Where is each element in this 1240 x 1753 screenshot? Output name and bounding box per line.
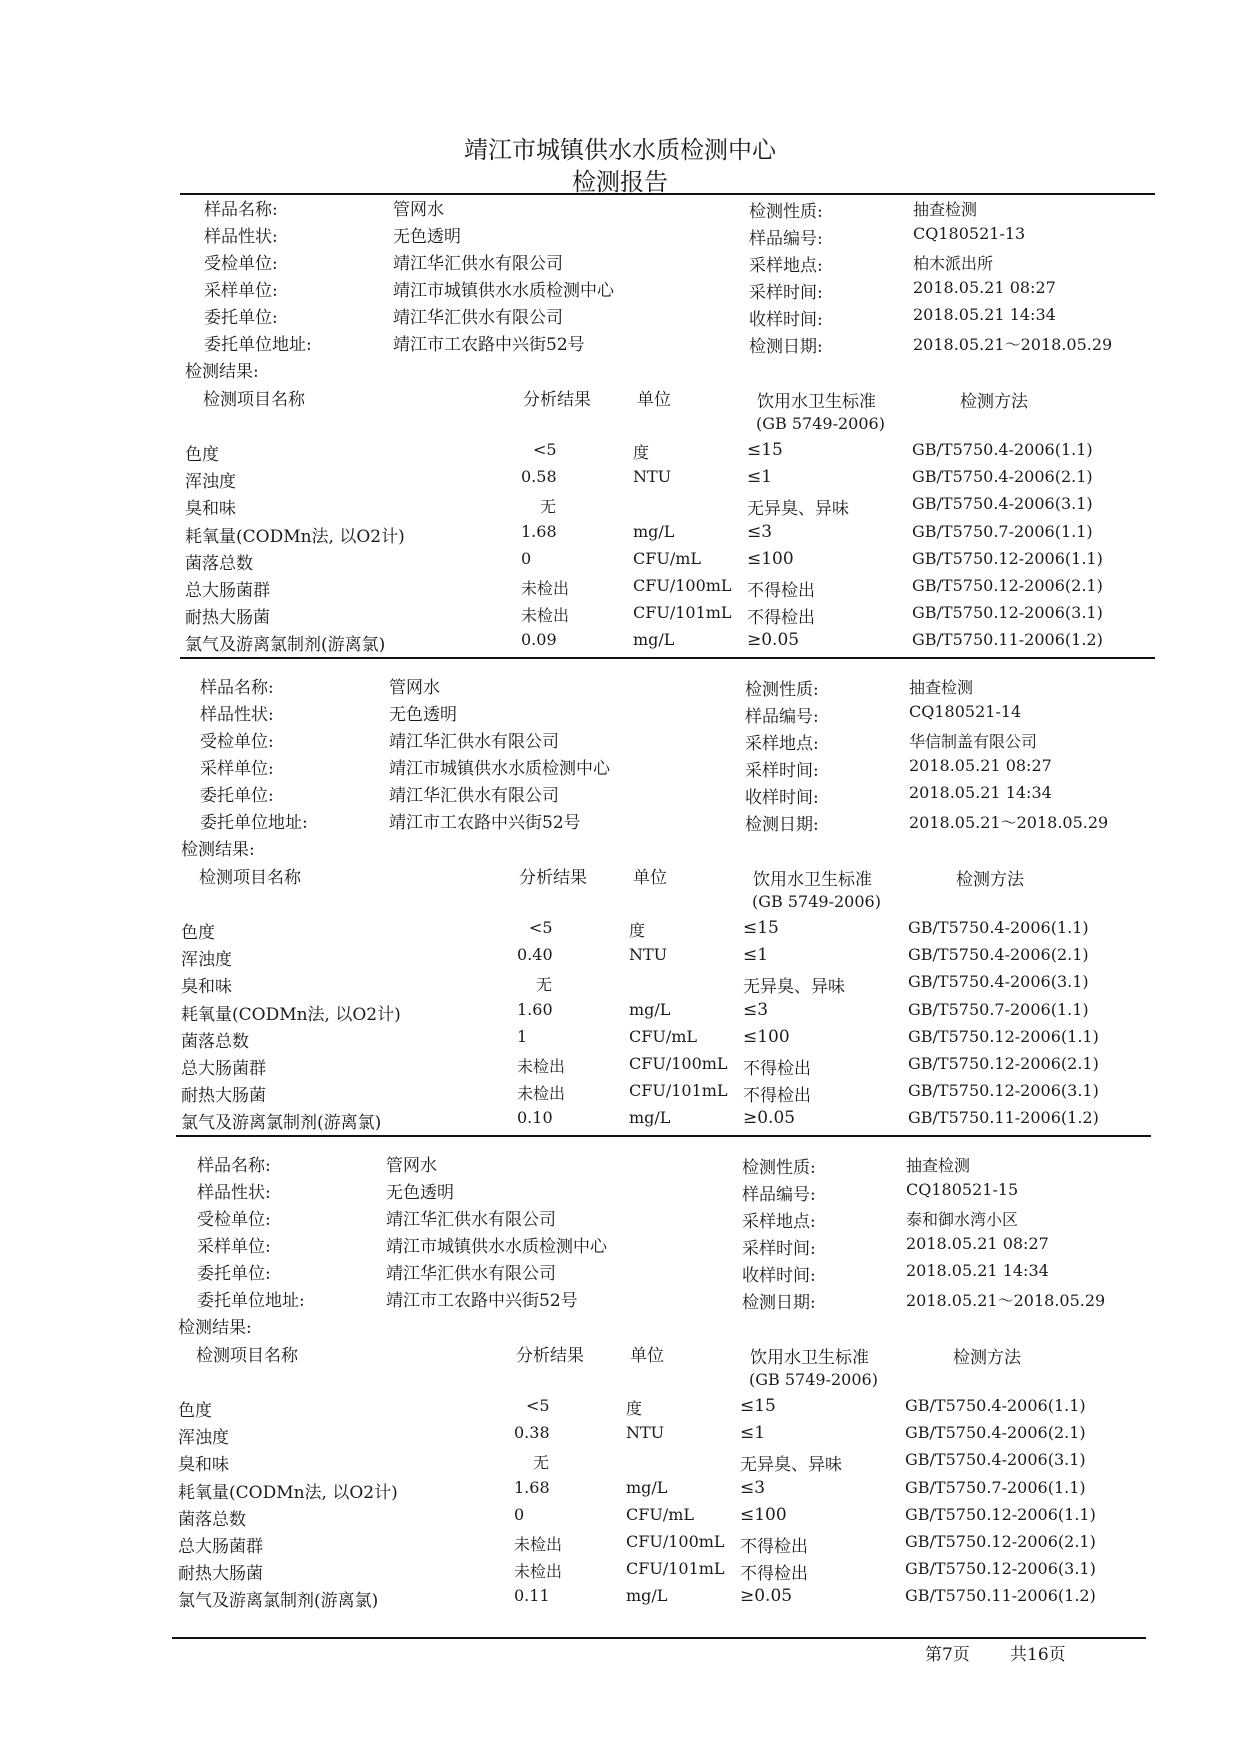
field-value-sampling-time: 2018.05.21 08:27 bbox=[909, 756, 1052, 775]
row-method: GB/T5750.11-2006(1.2) bbox=[912, 630, 1103, 650]
row-result: <5 bbox=[529, 918, 553, 937]
field-label-sample-no: 样品编号: bbox=[742, 1185, 816, 1205]
col-item-header: 检测项目名称 bbox=[199, 868, 301, 888]
row-result: 1 bbox=[517, 1026, 528, 1046]
row-standard: 无异臭、异味 bbox=[743, 977, 845, 998]
field-value-test-date: 2018.05.21～2018.05.29 bbox=[906, 1291, 1106, 1310]
field-label-sample-name: 样品名称: bbox=[197, 1156, 271, 1176]
row-result: 1.60 bbox=[517, 999, 553, 1019]
row-method: GB/T5750.4-2006(1.1) bbox=[908, 918, 1089, 937]
row-standard: 不得检出 bbox=[740, 1564, 808, 1585]
col-standard-code: (GB 5749-2006) bbox=[749, 1370, 878, 1389]
results-label: 检测结果: bbox=[181, 840, 255, 860]
row-standard: ≥0.05 bbox=[747, 630, 800, 651]
field-label-sampling-unit: 采样单位: bbox=[197, 1237, 271, 1257]
col-standard-code: (GB 5749-2006) bbox=[756, 414, 885, 433]
field-label-test-date: 检测日期: bbox=[742, 1293, 816, 1313]
bottom-rule bbox=[172, 1637, 1146, 1639]
field-label-sampling-site: 采样地点: bbox=[749, 256, 823, 276]
row-result: <5 bbox=[526, 1396, 550, 1415]
row-result: 0.11 bbox=[514, 1586, 550, 1606]
row-method: GB/T5750.12-2006(1.1) bbox=[908, 1026, 1099, 1046]
row-item: 浑浊度 bbox=[181, 950, 232, 971]
row-standard: ≤15 bbox=[747, 440, 783, 460]
field-value-client-address: 靖江市工农路中兴街52号 bbox=[393, 335, 585, 355]
row-item: 氯气及游离氯制剂(游离氯) bbox=[185, 635, 386, 656]
field-value-sample-name: 管网水 bbox=[386, 1156, 437, 1176]
row-unit: 度 bbox=[629, 921, 646, 940]
row-item: 菌落总数 bbox=[185, 553, 253, 574]
row-result: 0.58 bbox=[521, 467, 557, 487]
field-value-client-unit: 靖江华汇供水有限公司 bbox=[389, 786, 559, 806]
field-label-sample-no: 样品编号: bbox=[745, 707, 819, 727]
row-result: <5 bbox=[533, 440, 557, 459]
field-value-sample-no: CQ180521-14 bbox=[909, 702, 1022, 721]
report-title: 检测报告 bbox=[572, 168, 668, 196]
row-unit: mg/L bbox=[633, 521, 675, 541]
field-label-test-type: 检测性质: bbox=[742, 1158, 816, 1178]
row-item: 臭和味 bbox=[178, 1455, 229, 1476]
row-method: GB/T5750.12-2006(2.1) bbox=[905, 1532, 1096, 1551]
row-method: GB/T5750.7-2006(1.1) bbox=[905, 1477, 1086, 1497]
row-unit: CFU/mL bbox=[633, 548, 702, 568]
row-item: 菌落总数 bbox=[178, 1509, 246, 1530]
field-label-sampling-unit: 采样单位: bbox=[200, 759, 274, 779]
col-result-header: 分析结果 bbox=[516, 1346, 584, 1366]
field-value-test-date: 2018.05.21～2018.05.29 bbox=[909, 813, 1109, 832]
row-unit: mg/L bbox=[629, 1108, 671, 1128]
field-label-receive-time: 收样时间: bbox=[742, 1266, 816, 1286]
row-standard: ≤1 bbox=[740, 1423, 766, 1444]
page-number: 第7页 bbox=[925, 1645, 970, 1665]
field-label-sample-no: 样品编号: bbox=[749, 229, 823, 249]
field-label-sample-name: 样品名称: bbox=[204, 200, 278, 220]
row-standard: 不得检出 bbox=[747, 581, 815, 601]
row-standard: ≤1 bbox=[747, 467, 773, 488]
field-value-test-date: 2018.05.21～2018.05.29 bbox=[913, 335, 1113, 354]
field-value-sampling-time: 2018.05.21 08:27 bbox=[906, 1234, 1049, 1253]
row-unit: CFU/101mL bbox=[626, 1559, 725, 1579]
row-item: 氯气及游离氯制剂(游离氯) bbox=[178, 1591, 379, 1612]
field-label-inspected-unit: 受检单位: bbox=[197, 1210, 271, 1230]
row-method: GB/T5750.7-2006(1.1) bbox=[908, 999, 1089, 1019]
row-item: 总大肠菌群 bbox=[181, 1059, 266, 1079]
row-result: 未检出 bbox=[514, 1535, 563, 1554]
field-value-receive-time: 2018.05.21 14:34 bbox=[913, 305, 1056, 324]
row-standard: ≤3 bbox=[743, 999, 769, 1020]
field-value-inspected-unit: 靖江华汇供水有限公司 bbox=[389, 732, 559, 752]
field-label-sample-nature: 样品性状: bbox=[197, 1183, 271, 1203]
field-label-client-address: 委托单位地址: bbox=[200, 813, 308, 833]
row-method: GB/T5750.12-2006(3.1) bbox=[905, 1559, 1096, 1579]
field-value-test-type: 抽查检测 bbox=[906, 1156, 971, 1175]
row-standard: ≤100 bbox=[740, 1504, 787, 1525]
row-method: GB/T5750.12-2006(1.1) bbox=[905, 1504, 1096, 1524]
row-unit: CFU/101mL bbox=[633, 603, 732, 623]
row-result: 未检出 bbox=[517, 1057, 566, 1076]
field-label-sampling-time: 采样时间: bbox=[742, 1239, 816, 1259]
row-item: 臭和味 bbox=[181, 977, 232, 998]
field-value-sample-no: CQ180521-15 bbox=[906, 1180, 1019, 1199]
row-result: 未检出 bbox=[517, 1084, 566, 1104]
col-item-header: 检测项目名称 bbox=[203, 390, 305, 410]
row-method: GB/T5750.12-2006(3.1) bbox=[908, 1081, 1099, 1101]
col-standard-code: (GB 5749-2006) bbox=[752, 892, 881, 911]
field-label-client-address: 委托单位地址: bbox=[197, 1291, 305, 1311]
field-value-test-type: 抽查检测 bbox=[909, 678, 974, 697]
field-value-sampling-unit: 靖江市城镇供水水质检测中心 bbox=[393, 281, 614, 301]
col-unit-header: 单位 bbox=[633, 868, 667, 888]
field-value-sampling-unit: 靖江市城镇供水水质检测中心 bbox=[389, 759, 610, 779]
row-result: 1.68 bbox=[514, 1477, 550, 1497]
row-unit: NTU bbox=[629, 945, 668, 965]
field-label-sampling-time: 采样时间: bbox=[745, 761, 819, 781]
row-result: 1.68 bbox=[521, 521, 557, 541]
row-item: 浑浊度 bbox=[178, 1428, 229, 1449]
row-item: 耐热大肠菌 bbox=[181, 1086, 266, 1107]
field-value-client-unit: 靖江华汇供水有限公司 bbox=[386, 1264, 556, 1284]
field-value-sample-nature: 无色透明 bbox=[389, 705, 457, 725]
field-value-sampling-site: 泰和御水湾小区 bbox=[906, 1210, 1019, 1229]
row-method: GB/T5750.4-2006(1.1) bbox=[905, 1396, 1086, 1415]
page-total: 共16页 bbox=[1010, 1645, 1066, 1665]
field-value-client-address: 靖江市工农路中兴街52号 bbox=[389, 813, 581, 833]
row-item: 耐热大肠菌 bbox=[178, 1564, 263, 1585]
row-result: 0 bbox=[521, 548, 532, 568]
row-standard: ≤1 bbox=[743, 945, 769, 966]
row-result: 0.40 bbox=[517, 945, 553, 965]
col-standard-header: 饮用水卫生标准 bbox=[750, 1348, 869, 1368]
row-result: 无 bbox=[540, 497, 557, 517]
field-label-sample-name: 样品名称: bbox=[200, 678, 274, 698]
field-value-sampling-site: 柏木派出所 bbox=[913, 254, 994, 273]
row-method: GB/T5750.11-2006(1.2) bbox=[908, 1108, 1099, 1128]
row-item: 菌落总数 bbox=[181, 1031, 249, 1052]
row-item: 氯气及游离氯制剂(游离氯) bbox=[181, 1113, 382, 1134]
field-label-receive-time: 收样时间: bbox=[745, 788, 819, 808]
row-result: 0 bbox=[514, 1504, 525, 1524]
col-standard-header: 饮用水卫生标准 bbox=[757, 392, 876, 412]
row-standard: 不得检出 bbox=[747, 608, 815, 629]
field-value-receive-time: 2018.05.21 14:34 bbox=[906, 1261, 1049, 1280]
row-standard: ≥0.05 bbox=[743, 1108, 796, 1129]
field-value-client-address: 靖江市工农路中兴街52号 bbox=[386, 1291, 578, 1311]
row-item: 耗氧量(CODMn法, 以O2计) bbox=[185, 526, 405, 547]
row-unit: CFU/100mL bbox=[633, 576, 732, 595]
col-standard-header: 饮用水卫生标准 bbox=[753, 870, 872, 890]
row-unit: mg/L bbox=[626, 1586, 668, 1606]
row-result: 未检出 bbox=[514, 1562, 563, 1582]
col-result-header: 分析结果 bbox=[523, 390, 591, 410]
row-method: GB/T5750.4-2006(1.1) bbox=[912, 440, 1093, 459]
row-standard: ≥0.05 bbox=[740, 1586, 793, 1607]
row-unit: CFU/101mL bbox=[629, 1081, 728, 1101]
row-unit: 度 bbox=[633, 443, 650, 462]
row-unit: mg/L bbox=[626, 1477, 668, 1497]
field-label-test-type: 检测性质: bbox=[745, 680, 819, 700]
field-label-test-type: 检测性质: bbox=[749, 202, 823, 222]
row-item: 耗氧量(CODMn法, 以O2计) bbox=[181, 1004, 401, 1025]
row-standard: 不得检出 bbox=[743, 1059, 811, 1079]
row-item: 总大肠菌群 bbox=[178, 1537, 263, 1557]
row-unit: CFU/100mL bbox=[629, 1054, 728, 1073]
field-label-inspected-unit: 受检单位: bbox=[200, 732, 274, 752]
row-method: GB/T5750.11-2006(1.2) bbox=[905, 1586, 1096, 1606]
row-standard: ≤3 bbox=[747, 521, 773, 542]
row-unit: CFU/100mL bbox=[626, 1532, 725, 1551]
row-method: GB/T5750.12-2006(2.1) bbox=[908, 1054, 1099, 1073]
col-method-header: 检测方法 bbox=[960, 392, 1028, 412]
field-value-sampling-unit: 靖江市城镇供水水质检测中心 bbox=[386, 1237, 607, 1257]
row-unit: NTU bbox=[626, 1423, 665, 1443]
field-value-sample-nature: 无色透明 bbox=[393, 227, 461, 247]
row-method: GB/T5750.4-2006(3.1) bbox=[912, 494, 1093, 514]
row-item: 色度 bbox=[185, 445, 219, 465]
field-value-sample-nature: 无色透明 bbox=[386, 1183, 454, 1203]
field-value-sampling-time: 2018.05.21 08:27 bbox=[913, 278, 1056, 297]
row-standard: ≤100 bbox=[743, 1026, 790, 1047]
row-result: 0.09 bbox=[521, 630, 557, 650]
row-unit: 度 bbox=[626, 1399, 643, 1418]
field-label-client-unit: 委托单位: bbox=[197, 1264, 271, 1284]
row-result: 0.10 bbox=[517, 1108, 553, 1128]
results-label: 检测结果: bbox=[178, 1318, 252, 1338]
row-method: GB/T5750.12-2006(3.1) bbox=[912, 603, 1103, 623]
field-value-inspected-unit: 靖江华汇供水有限公司 bbox=[393, 254, 563, 274]
col-unit-header: 单位 bbox=[630, 1346, 664, 1366]
row-item: 色度 bbox=[178, 1401, 212, 1421]
row-method: GB/T5750.4-2006(2.1) bbox=[905, 1423, 1086, 1443]
field-label-test-date: 检测日期: bbox=[749, 337, 823, 357]
row-standard: ≤100 bbox=[747, 548, 794, 569]
row-item: 色度 bbox=[181, 923, 215, 943]
field-label-client-unit: 委托单位: bbox=[204, 308, 278, 328]
col-unit-header: 单位 bbox=[637, 390, 671, 410]
row-unit: NTU bbox=[633, 467, 672, 487]
row-item: 臭和味 bbox=[185, 499, 236, 520]
row-standard: ≤15 bbox=[740, 1396, 776, 1416]
row-result: 0.38 bbox=[514, 1423, 550, 1443]
row-unit: mg/L bbox=[629, 999, 671, 1019]
row-item: 浑浊度 bbox=[185, 472, 236, 493]
field-label-sampling-unit: 采样单位: bbox=[204, 281, 278, 301]
col-method-header: 检测方法 bbox=[953, 1348, 1021, 1368]
col-item-header: 检测项目名称 bbox=[196, 1346, 298, 1366]
field-label-receive-time: 收样时间: bbox=[749, 310, 823, 330]
row-method: GB/T5750.4-2006(2.1) bbox=[912, 467, 1093, 487]
row-method: GB/T5750.4-2006(2.1) bbox=[908, 945, 1089, 965]
row-standard: 不得检出 bbox=[740, 1537, 808, 1557]
row-method: GB/T5750.4-2006(3.1) bbox=[908, 972, 1089, 992]
row-method: GB/T5750.7-2006(1.1) bbox=[912, 521, 1093, 541]
field-value-sampling-site: 华信制盖有限公司 bbox=[909, 732, 1038, 751]
field-label-test-date: 检测日期: bbox=[745, 815, 819, 835]
field-label-sampling-time: 采样时间: bbox=[749, 283, 823, 303]
row-result: 无 bbox=[536, 975, 553, 995]
row-standard: ≤15 bbox=[743, 918, 779, 938]
row-method: GB/T5750.12-2006(2.1) bbox=[912, 576, 1103, 595]
org-title: 靖江市城镇供水水质检测中心 bbox=[464, 136, 776, 164]
row-method: GB/T5750.4-2006(3.1) bbox=[905, 1450, 1086, 1470]
row-item: 总大肠菌群 bbox=[185, 581, 270, 601]
field-label-sampling-site: 采样地点: bbox=[742, 1212, 816, 1232]
results-label: 检测结果: bbox=[185, 362, 259, 382]
row-result: 未检出 bbox=[521, 579, 570, 598]
row-unit: CFU/mL bbox=[629, 1026, 698, 1046]
row-result: 未检出 bbox=[521, 606, 570, 626]
field-value-receive-time: 2018.05.21 14:34 bbox=[909, 783, 1052, 802]
row-standard: 无异臭、异味 bbox=[740, 1455, 842, 1476]
row-unit: CFU/mL bbox=[626, 1504, 695, 1524]
field-label-client-address: 委托单位地址: bbox=[204, 335, 312, 355]
field-label-client-unit: 委托单位: bbox=[200, 786, 274, 806]
field-label-sample-nature: 样品性状: bbox=[204, 227, 278, 247]
field-label-sample-nature: 样品性状: bbox=[200, 705, 274, 725]
row-standard: 无异臭、异味 bbox=[747, 499, 849, 520]
row-unit: mg/L bbox=[633, 630, 675, 650]
row-item: 耐热大肠菌 bbox=[185, 608, 270, 629]
field-label-inspected-unit: 受检单位: bbox=[204, 254, 278, 274]
field-value-client-unit: 靖江华汇供水有限公司 bbox=[393, 308, 563, 328]
row-item: 耗氧量(CODMn法, 以O2计) bbox=[178, 1482, 398, 1503]
field-value-sample-no: CQ180521-13 bbox=[913, 224, 1026, 243]
field-value-sample-name: 管网水 bbox=[389, 678, 440, 698]
row-standard: 不得检出 bbox=[743, 1086, 811, 1107]
field-value-sample-name: 管网水 bbox=[393, 200, 444, 220]
field-value-test-type: 抽查检测 bbox=[913, 200, 978, 219]
col-result-header: 分析结果 bbox=[519, 868, 587, 888]
row-method: GB/T5750.12-2006(1.1) bbox=[912, 548, 1103, 568]
row-standard: ≤3 bbox=[740, 1477, 766, 1498]
col-method-header: 检测方法 bbox=[956, 870, 1024, 890]
field-label-sampling-site: 采样地点: bbox=[745, 734, 819, 754]
row-result: 无 bbox=[533, 1453, 550, 1473]
field-value-inspected-unit: 靖江华汇供水有限公司 bbox=[386, 1210, 556, 1230]
